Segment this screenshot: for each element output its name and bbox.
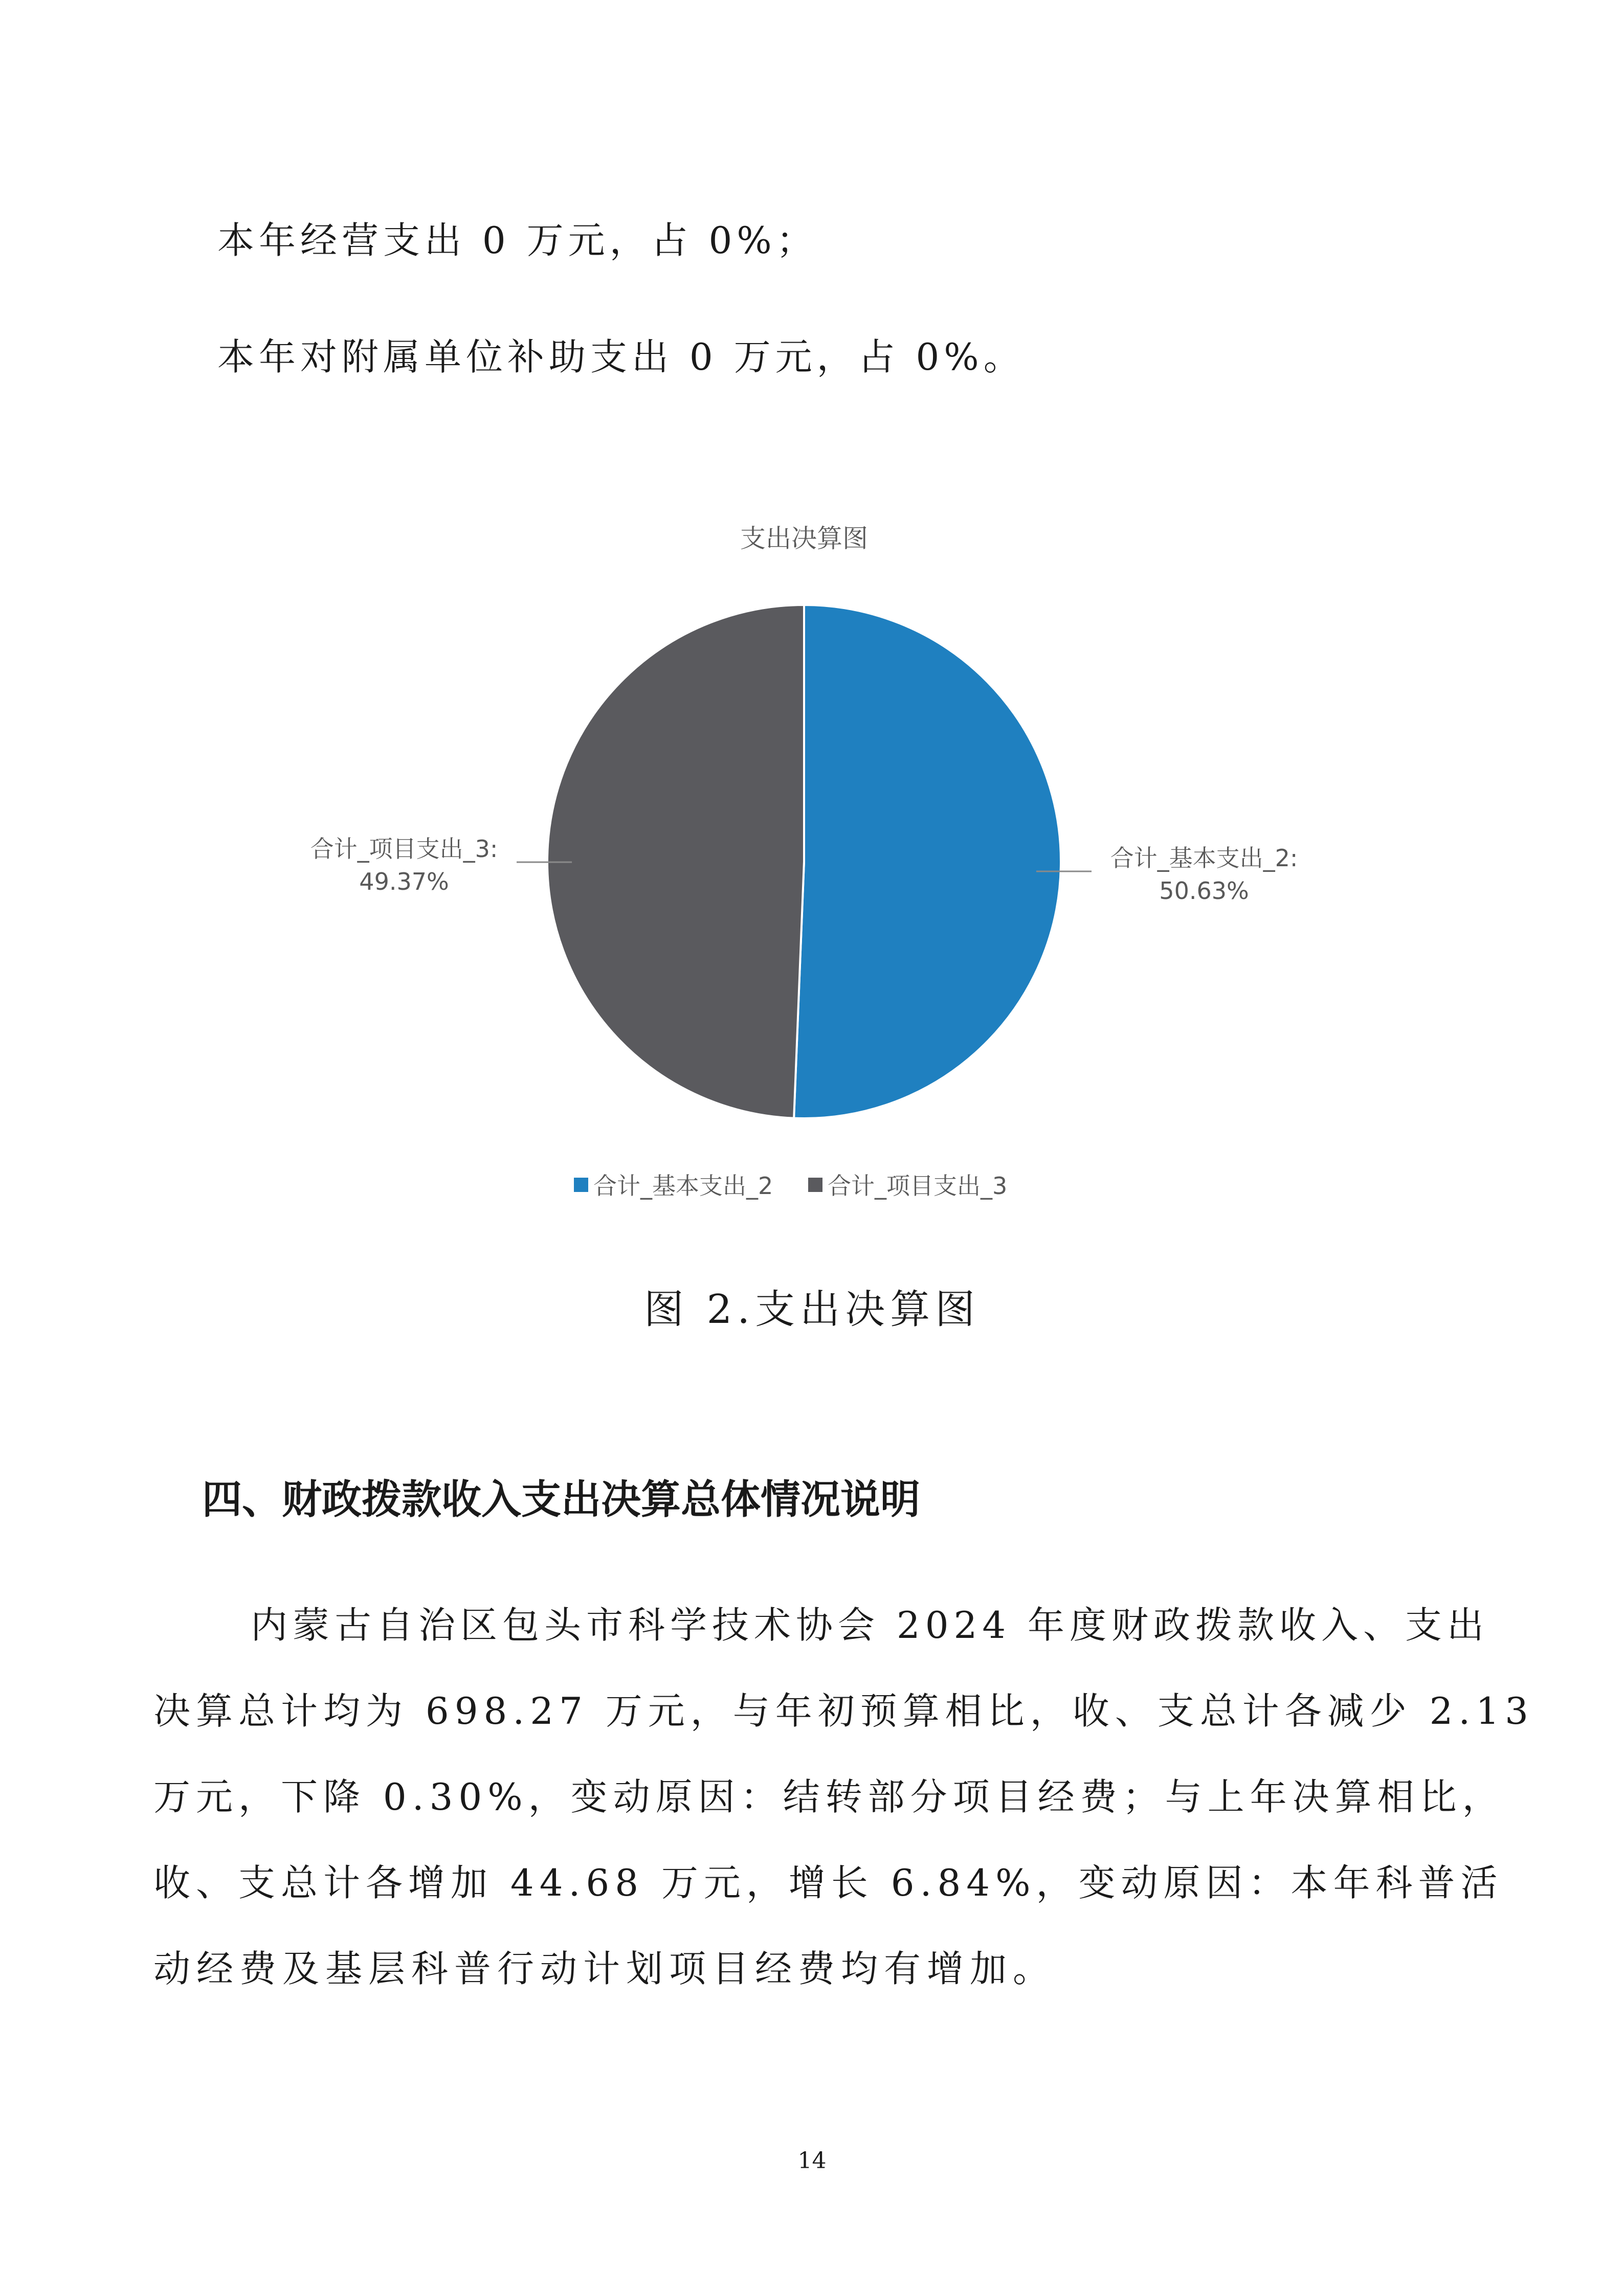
data-label-project: 合计_项目支出_3: 49.37% (310, 835, 498, 896)
paragraph-line: 收、支总计各增加 44.68 万元，增长 6.84%，变动原因：本年科普活 (153, 1861, 1503, 1904)
paragraph-line: 动经费及基层科普行动计划项目经费均有增加。 (153, 1947, 1056, 1990)
pie-slice-project (547, 605, 804, 1118)
chart-title: 支出决算图 (740, 524, 868, 553)
section-heading: 四、财政拨款收入支出决算总体情况说明 (202, 1477, 921, 1523)
paragraph-line: 内蒙古自治区包头市科学技术协会 2024 年度财政拨款收入、支出 (251, 1604, 1489, 1647)
legend-swatch (808, 1178, 822, 1192)
paragraph-line: 万元，下降 0.30%，变动原因：结转部分项目经费；与上年决算相比， (153, 1775, 1505, 1818)
legend-swatch (574, 1178, 588, 1192)
expense-pie-chart (0, 491, 1624, 1232)
page-number: 14 (797, 2148, 827, 2174)
paragraph-line: 决算总计均为 698.27 万元，与年初预算相比，收、支总计各减少 2.13 (153, 1690, 1534, 1732)
pie-slice-basic (794, 605, 1061, 1118)
expense-line-operating: 本年经营支出 0 万元，占 0%； (217, 219, 818, 262)
figure-caption: 图 2.支出决算图 (643, 1287, 981, 1333)
data-label-basic: 合计_基本支出_2: 50.63% (1110, 844, 1298, 905)
expense-line-subsidiary: 本年对附属单位补助支出 0 万元，占 0%。 (217, 335, 1025, 378)
legend-entry: 合计_项目支出_3 (828, 1172, 1008, 1200)
legend-entry: 合计_基本支出_2 (593, 1172, 773, 1200)
